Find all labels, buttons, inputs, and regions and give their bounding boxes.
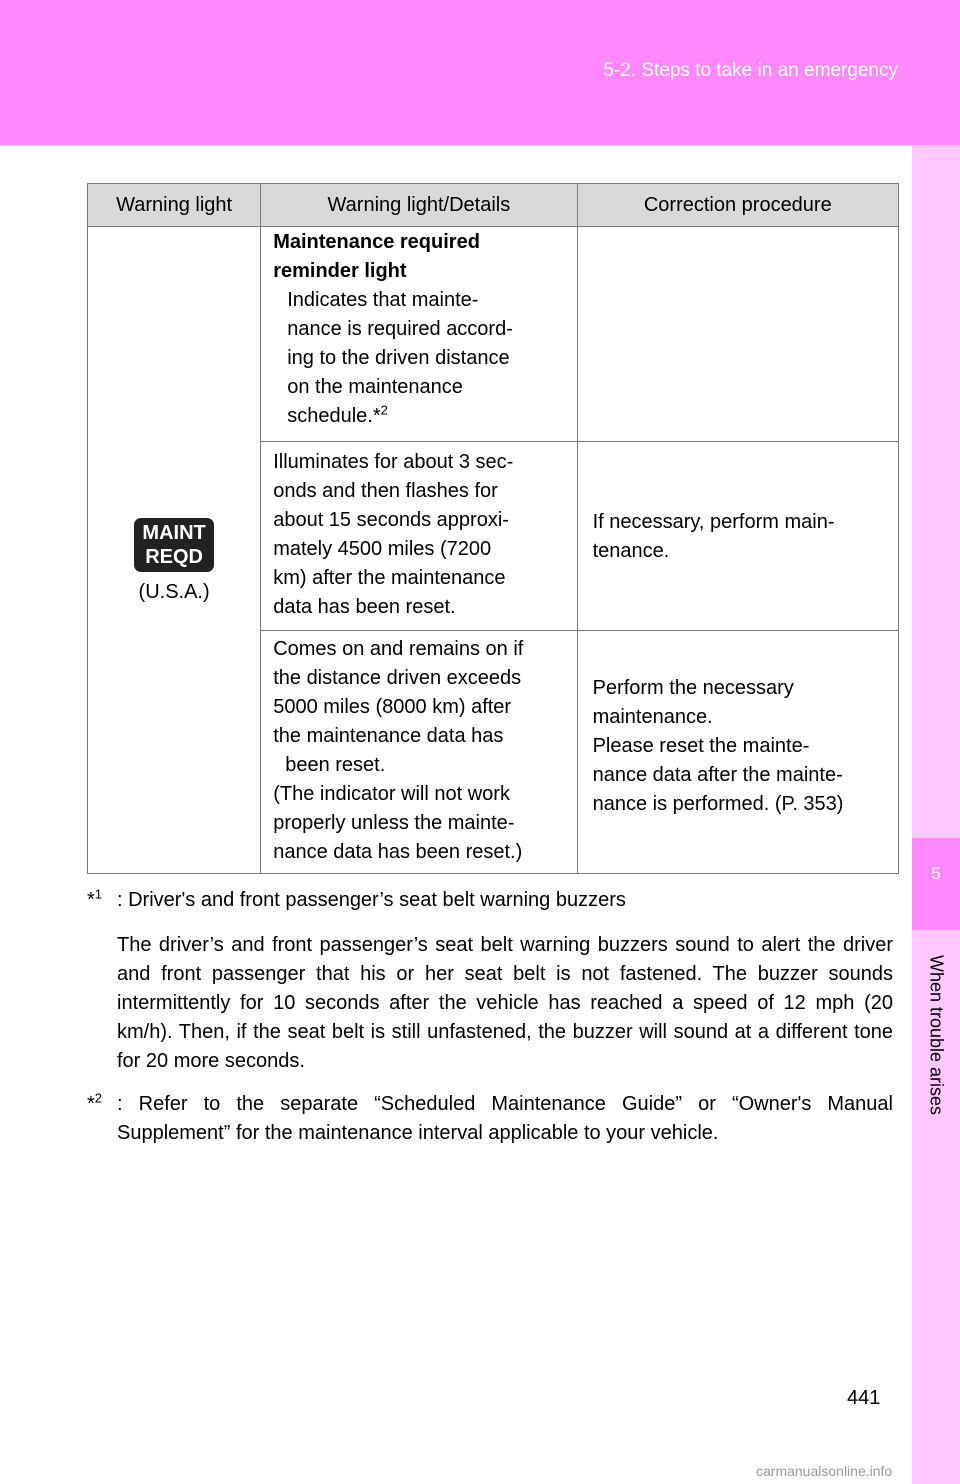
light-title-line1: Maintenance required <box>273 231 480 253</box>
detail-line: km) after the maintenance <box>273 567 506 589</box>
detail-line: mately 4500 miles (7200 <box>273 538 492 560</box>
correction-cell <box>577 631 898 874</box>
icon-line2: REQD <box>145 545 203 568</box>
detail-line: Comes on and remains on if <box>273 638 524 660</box>
detail-line: about 15 seconds approxi- <box>273 509 509 531</box>
footnote-star: * <box>87 1093 95 1115</box>
region-label: (U.S.A.) <box>138 580 210 603</box>
warning-light-cell <box>88 227 261 874</box>
footnote-2 <box>87 1090 893 1148</box>
footnote-2-number: 2 <box>94 1090 103 1106</box>
detail-cell <box>261 442 577 631</box>
footnote-1 <box>87 886 893 1076</box>
correction-line: maintenance. <box>592 706 713 728</box>
correction-line: Please reset the mainte- <box>592 735 810 757</box>
correction-line: If necessary, perform main- <box>592 511 835 533</box>
warning-light-table <box>87 183 899 874</box>
maint-reqd-icon <box>134 518 214 572</box>
footnote-star: * <box>87 889 95 911</box>
detail-line: 5000 miles (8000 km) after <box>273 696 512 718</box>
page-header <box>0 0 960 145</box>
correction-line: tenance. <box>592 540 670 562</box>
light-title-line2: reminder light <box>273 260 407 282</box>
chapter-number: 5 <box>931 864 941 883</box>
footnote-1-title-line <box>87 886 893 915</box>
footnote-2-line <box>87 1090 893 1148</box>
watermark: carmanualsonline.info <box>756 1463 893 1479</box>
detail-line: onds and then flashes for <box>273 480 498 502</box>
table-row <box>88 227 899 442</box>
detail-line: been reset. <box>285 754 386 776</box>
detail-cell-title <box>261 227 577 442</box>
detail-line: (The indicator will not work <box>273 783 510 805</box>
chapter-number-box <box>912 838 960 930</box>
footnote-2-marker <box>87 1090 102 1119</box>
footnotes <box>87 886 893 1148</box>
correction-line: nance is performed. (P. 353) <box>592 793 844 815</box>
detail-line: the maintenance data has <box>273 725 504 747</box>
footnote-1-body: The driver’s and front passenger’s seat belt warning buzzers sound to alert the driver and front passenger that his or her seat belt is not fastened. The buzzer sounds intermittently for 10 seconds after the vehicle has reached a speed of 12 mph (20 km/h). Then, if the seat belt is still unfastened, the buzzer will sound at a different tone for 20 more seconds. <box>117 934 893 1072</box>
chapter-title: When trouble arises <box>926 954 947 1116</box>
table-header-row <box>88 184 899 227</box>
column-header-correction: Correction procedure <box>577 184 898 227</box>
page-number: 441 <box>847 1387 881 1409</box>
detail-line: properly unless the mainte- <box>273 812 515 834</box>
correction-line: Perform the necessary <box>592 677 794 699</box>
light-desc-line: on the maintenance <box>287 376 463 398</box>
footnote-ref-2: 2 <box>380 402 388 418</box>
detail-line: the distance driven exceeds <box>273 667 522 689</box>
detail-line: Illuminates for about 3 sec- <box>273 451 514 473</box>
detail-cell <box>261 631 577 874</box>
light-desc-line: nance is required accord- <box>287 318 513 340</box>
column-header-warning-light: Warning light <box>88 184 261 227</box>
correction-line: nance data after the mainte- <box>592 764 843 786</box>
footnote-1-number: 1 <box>94 886 103 902</box>
detail-line: data has been reset. <box>273 596 456 618</box>
footnote-2-text: : Refer to the separate “Scheduled Maintenance Guide” or “Owner's Manual Supplement” for the maintenance interval applicable to your vehicle. <box>117 1093 893 1144</box>
footnote-1-marker <box>87 886 102 915</box>
detail-line: nance data has been reset.) <box>273 841 523 863</box>
column-header-details: Warning light/Details <box>261 184 577 227</box>
footnote-1-title: : Driver's and front passenger’s seat belt warning buzzers <box>117 889 626 911</box>
light-desc-line <box>273 402 572 431</box>
light-desc-last: schedule.* <box>287 405 381 427</box>
icon-line1: MAINT <box>142 521 206 544</box>
correction-cell-empty <box>577 227 898 442</box>
light-desc-line: ing to the driven distance <box>287 347 510 369</box>
section-title: 5-2. Steps to take in an emergency <box>603 60 898 81</box>
correction-cell <box>577 442 898 631</box>
chapter-side-tab <box>912 145 960 1484</box>
light-desc-line: Indicates that mainte- <box>287 289 479 311</box>
